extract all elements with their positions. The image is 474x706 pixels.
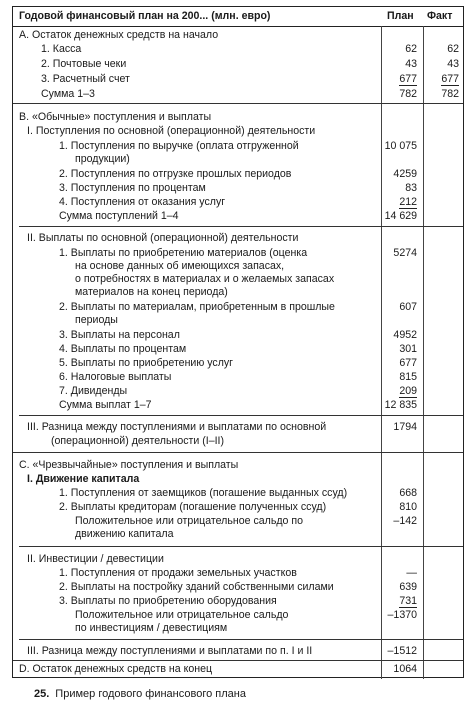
fact-column-header: Факт <box>427 10 453 22</box>
section-d-label: D. Остаток денежных средств на конец <box>19 663 213 675</box>
section-b-i-title: I. Поступления по основной (операционной) деятельности <box>27 125 316 137</box>
row-c-i-1-plan: 668 <box>399 487 417 499</box>
row-a2-plan: 43 <box>405 58 417 70</box>
plan-column-divider <box>381 26 382 679</box>
section-b-title: В. «Обычные» поступления и выплаты <box>19 111 212 123</box>
row-b-i-2-plan: 4259 <box>393 168 417 180</box>
row-b-i-4-plan: 212 <box>399 196 417 208</box>
row-c-ii-saldo-label-line2: по инвестициям / девестициям <box>75 622 228 634</box>
row-c-ii-2-plan: 639 <box>399 581 417 593</box>
row-c-i-2-plan: 810 <box>399 501 417 513</box>
section-a-title: А. Остаток денежных средств на начало <box>19 29 219 41</box>
divider <box>19 639 463 640</box>
row-b-i-1-plan: 10 075 <box>384 140 417 152</box>
divider <box>13 103 463 104</box>
row-b-ii-1-label-line2: на основе данных об имеющихся запасах, <box>75 260 285 272</box>
row-b-ii-4-label: 4. Выплаты по процентам <box>59 343 187 355</box>
row-b-ii-3-label: 3. Выплаты на персонал <box>59 329 180 341</box>
figure-caption <box>34 688 246 700</box>
divider <box>19 415 463 416</box>
section-c-i-title: I. Движение капитала <box>27 473 140 485</box>
row-b-i-sum-label: Сумма поступлений 1–4 <box>59 210 179 222</box>
row-b-ii-1-label-line3: о потребностях в материалах и о желаемых запасах <box>75 273 335 285</box>
row-a-sum-plan: 782 <box>399 88 417 100</box>
row-b-ii-sum-label: Сумма выплат 1–7 <box>59 399 152 411</box>
row-b-ii-sum-plan: 12 835 <box>384 399 417 411</box>
row-b-i-2-label: 2. Поступления по отгрузке прошлых периодов <box>59 168 292 180</box>
row-b-iii-label-line1: III. Разница между поступлениями и выплатами по основной <box>27 421 327 433</box>
row-b-i-1-label-line1: 1. Поступления по выручке (оплата отгруженной <box>59 140 299 152</box>
row-a-sum-label: Сумма 1–3 <box>41 88 95 100</box>
row-b-ii-2-label-line2: периоды <box>75 314 118 326</box>
divider <box>13 452 463 453</box>
row-b-i-4-label: 4. Поступления от оказания услуг <box>59 196 226 208</box>
row-c-ii-saldo-plan: –1370 <box>387 609 417 621</box>
row-b-ii-1-label-line4: материалов на конец периода) <box>75 286 228 298</box>
row-b-ii-1-plan: 5274 <box>393 247 417 259</box>
table-title: Годовой финансовый план на 200... (млн. евро) <box>19 10 271 22</box>
row-c-ii-saldo-label-line1: Положительное или отрицательное сальдо <box>75 609 289 621</box>
row-b-iii-plan: 1794 <box>393 421 417 433</box>
row-b-ii-1-label-line1: 1. Выплаты по приобретению материалов (оценка <box>59 247 308 259</box>
row-a1-fact: 62 <box>447 43 459 55</box>
row-b-ii-4-plan: 301 <box>399 343 417 355</box>
row-b-ii-2-label-line1: 2. Выплаты по материалам, приобретенным в прошлые <box>59 301 335 313</box>
row-c-ii-3-label: 3. Выплаты по приобретению оборудования <box>59 595 277 607</box>
row-c-iii-label: III. Разница между поступлениями и выплатами по п. I и II <box>27 645 313 657</box>
fact-column-divider <box>423 26 424 679</box>
row-c-i-2-label: 2. Выплаты кредиторам (погашение полученных ссуд) <box>59 501 327 513</box>
row-a3-label: 3. Расчетный счет <box>41 73 130 85</box>
section-b-ii-title: II. Выплаты по основной (операционной) деятельности <box>27 232 299 244</box>
row-c-i-saldo-label-line2: движению капитала <box>75 528 174 540</box>
row-c-i-saldo-plan: –142 <box>393 515 417 527</box>
row-a1-label: 1. Касса <box>41 43 82 55</box>
row-c-i-saldo-label-line1: Положительное или отрицательное сальдо по <box>75 515 303 527</box>
row-b-ii-2-plan: 607 <box>399 301 417 313</box>
row-a1-plan: 62 <box>405 43 417 55</box>
row-b-i-1-label-line2: продукции) <box>75 153 130 165</box>
row-b-ii-6-plan: 815 <box>399 371 417 383</box>
divider <box>19 546 463 547</box>
row-a3-plan: 677 <box>399 73 417 85</box>
divider <box>13 660 463 661</box>
financial-plan-table <box>12 6 464 678</box>
row-c-iii-plan: –1512 <box>387 645 417 657</box>
section-c-ii-title: II. Инвестиции / девестиции <box>27 553 164 565</box>
row-b-ii-3-plan: 4952 <box>393 329 417 341</box>
row-c-i-1-label: 1. Поступления от заемщиков (погашение выданных ссуд) <box>59 487 348 499</box>
row-b-ii-7-plan: 209 <box>399 385 417 397</box>
row-c-ii-3-plan: 731 <box>399 595 417 607</box>
divider <box>19 226 463 227</box>
row-b-i-3-label: 3. Поступления по процентам <box>59 182 206 194</box>
row-c-ii-1-plan: — <box>406 567 417 579</box>
row-b-ii-5-label: 5. Выплаты по приобретению услуг <box>59 357 234 369</box>
row-b-ii-6-label: 6. Налоговые выплаты <box>59 371 172 383</box>
row-c-ii-2-label: 2. Выплаты на постройку зданий собственными силами <box>59 581 334 593</box>
caption-number: 25. <box>34 688 50 700</box>
caption-text: Пример годового финансового плана <box>55 688 246 700</box>
row-b-ii-5-plan: 677 <box>399 357 417 369</box>
plan-column-header: План <box>387 10 414 22</box>
section-d-plan: 1064 <box>393 663 417 675</box>
row-b-i-3-plan: 83 <box>405 182 417 194</box>
row-a2-label: 2. Почтовые чеки <box>41 58 127 70</box>
row-b-i-sum-plan: 14 629 <box>384 210 417 222</box>
row-b-iii-label-line2: (операционной) деятельности (I–II) <box>51 435 225 447</box>
row-c-ii-1-label: 1. Поступления от продажи земельных участков <box>59 567 297 579</box>
row-a3-fact: 677 <box>441 73 459 85</box>
row-b-ii-7-label: 7. Дивиденды <box>59 385 128 397</box>
row-a-sum-fact: 782 <box>441 88 459 100</box>
section-c-title: С. «Чрезвычайные» поступления и выплаты <box>19 459 239 471</box>
row-a2-fact: 43 <box>447 58 459 70</box>
